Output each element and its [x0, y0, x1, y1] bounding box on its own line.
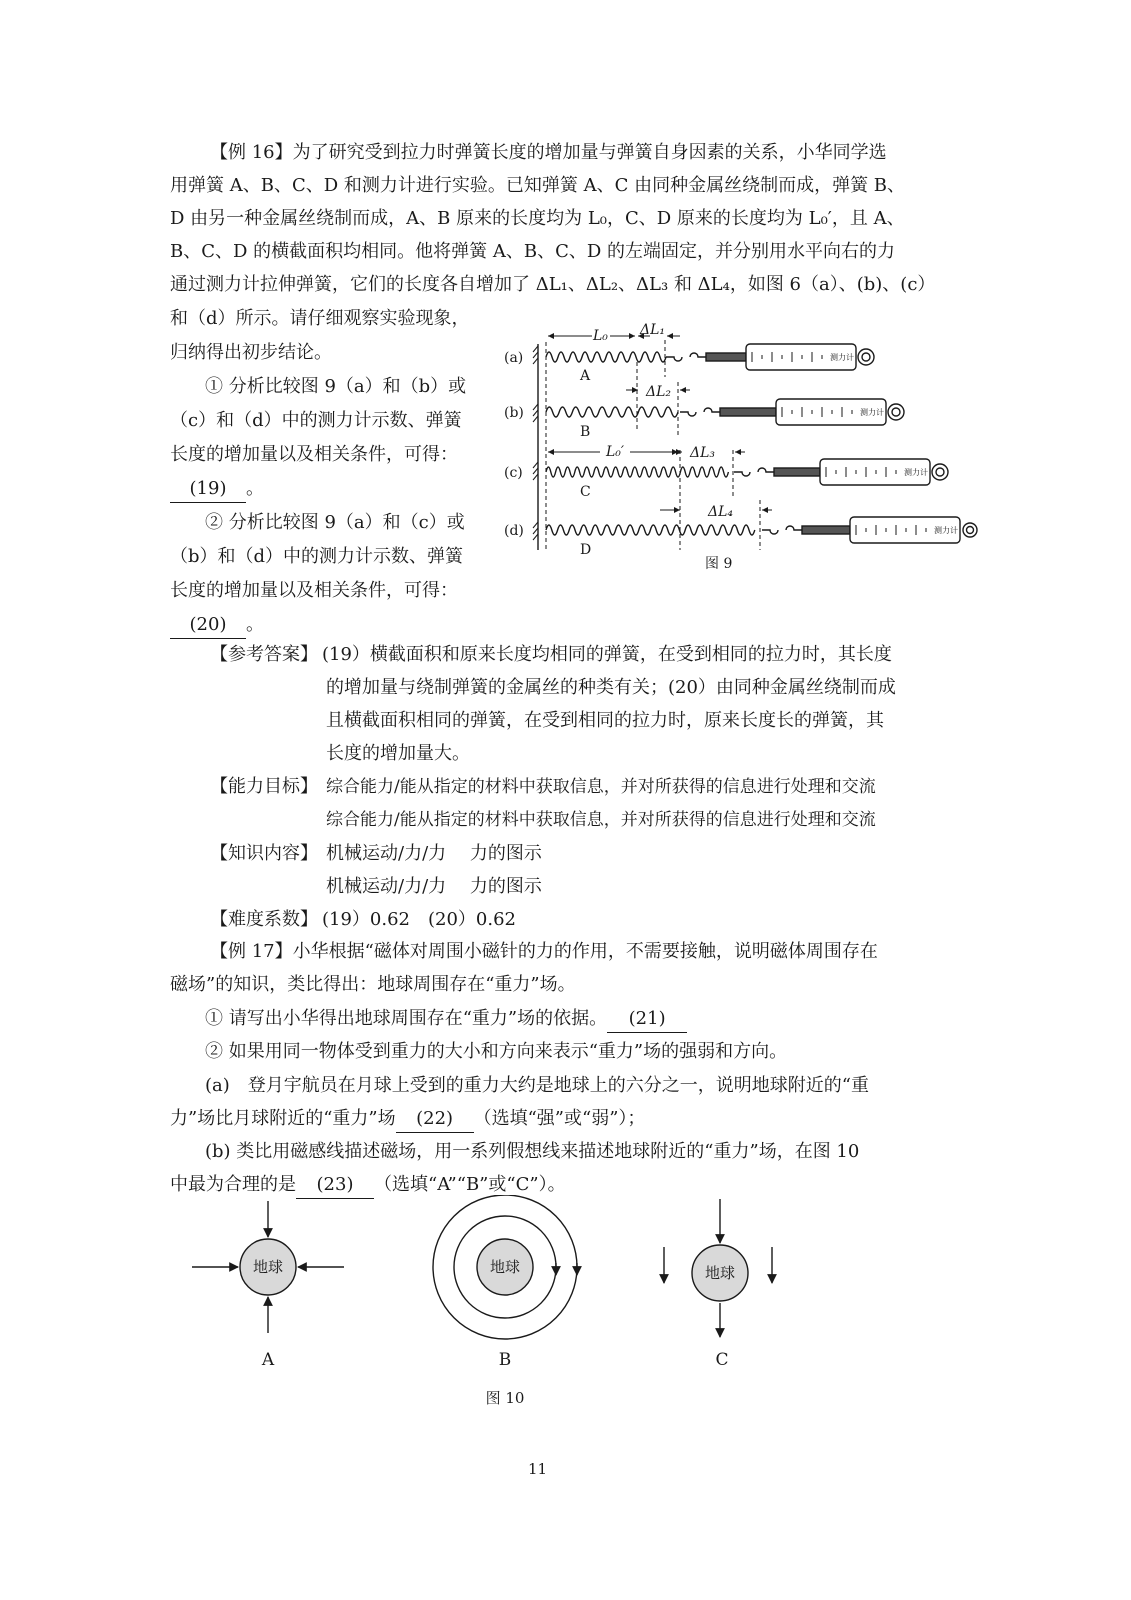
- spring-b-coil: [546, 407, 678, 417]
- answer-blank-19[interactable]: (19): [170, 476, 246, 503]
- option-b-label: B: [498, 1350, 512, 1370]
- q2-line-2: （b）和（d）中的测力计示数、弹簧: [170, 546, 464, 567]
- ref-answer-line-2: 的增加量与绕制弹簧的金属丝的种类有关；(20）由同种金属丝绕制而成: [326, 677, 896, 698]
- answer-blank-23[interactable]: (23): [296, 1172, 374, 1199]
- answer-blank-21[interactable]: (21): [607, 1006, 687, 1033]
- ref-answer-line-3: 且横截面积相同的弹簧，在受到相同的拉力时，原来长度长的弹簧，其: [326, 710, 884, 731]
- ref-answer-line-1: (19）横截面积和原来长度均相同的弹簧，在受到相同的拉力时，其长度: [322, 644, 892, 665]
- ex16-line-2: 用弹簧 A、B、C、D 和测力计进行实验。已知弹簧 A、C 由同种金属丝绕制而成，弹簧 B、: [170, 175, 906, 196]
- ex16-line-4: B、C、D 的横截面积均相同。他将弹簧 A、B、C、D 的左端固定，并分别用水平向右的力: [170, 241, 896, 262]
- option-a-label: A: [261, 1350, 275, 1370]
- spring-a-coil: [546, 352, 666, 362]
- spring-label-b: B: [580, 424, 591, 440]
- earth-label-a: 地球: [252, 1258, 284, 1276]
- ex17-qb-text-b: （选填“A”“B”或“C”）。: [374, 1174, 566, 1195]
- period-20: 。: [246, 614, 264, 635]
- option-c-label: C: [715, 1350, 729, 1370]
- answer-blank-22[interactable]: (22): [396, 1106, 474, 1133]
- knowledge-line-1: 机械运动/力/力 力的图示: [326, 843, 542, 864]
- label-L0-prime: L₀′: [606, 444, 625, 460]
- row-tag-c: (c): [504, 465, 523, 481]
- ex17-qa-line-1: (a) 登月宇航员在月球上受到的重力大约是地球上的六分之一，说明地球附近的“重: [205, 1075, 869, 1096]
- knowledge-label: 【知识内容】: [210, 843, 318, 864]
- row-tag-a: (a): [504, 350, 524, 366]
- q1-line-2: （c）和（d）中的测力计示数、弹簧: [170, 410, 462, 431]
- q2-line-3: 长度的增加量以及相关条件，可得：: [170, 580, 458, 601]
- row-tag-b: (b): [504, 405, 524, 421]
- answer-blank-19-line: [170, 476, 264, 503]
- ability-line-1: 综合能力/能从指定的材料中获取信息，并对所获得的信息进行处理和交流: [326, 777, 876, 797]
- ex17-q2: ② 如果用同一物体受到重力的大小和方向来表示“重力”场的强弱和方向。: [205, 1041, 788, 1062]
- earth-label-b: 地球: [489, 1258, 521, 1276]
- figure-10-caption: 图 10: [485, 1389, 525, 1407]
- ref-answer-label: 【参考答案】: [210, 644, 318, 665]
- ref-answer-line-4: 长度的增加量大。: [326, 743, 470, 764]
- ability-label: 【能力目标】: [210, 776, 318, 797]
- ex17-qb-text-a: 中最为合理的是: [170, 1174, 296, 1195]
- ex17-qb-line-1: (b) 类比用磁感线描述磁场，用一系列假想线来描述地球附近的“重力”场，在图 10: [205, 1141, 860, 1162]
- meter-c-label: 测力计: [904, 468, 928, 477]
- ex17-line-2: 磁场”的知识，类比得出：地球周围存在“重力”场。: [170, 974, 576, 995]
- ex17-q1-text: ① 请写出小华得出地球周围存在“重力”场的依据。: [205, 1008, 608, 1029]
- answer-blank-20[interactable]: (20): [170, 612, 246, 639]
- q1-line-1: ① 分析比较图 9（a）和（b）或: [205, 376, 467, 397]
- difficulty-values: (19）0.62 (20）0.62: [322, 909, 517, 930]
- ex17-qa-text-a: 力”场比月球附近的“重力”场: [170, 1108, 396, 1129]
- ability-line-2: 综合能力/能从指定的材料中获取信息，并对所获得的信息进行处理和交流: [326, 810, 876, 830]
- label-L0: L₀: [593, 328, 608, 344]
- difficulty-label: 【难度系数】: [210, 909, 318, 930]
- ex16-line-6: 和（d）所示。请仔细观察实验现象，: [170, 308, 470, 329]
- period-19: 。: [246, 478, 264, 499]
- figure-9-caption: 图 9: [705, 556, 733, 572]
- row-tag-d: (d): [504, 523, 524, 539]
- ex17-line-1: 【例 17】小华根据“磁体对周围小磁针的力的作用，不需要接触，说明磁体周围存在: [210, 941, 878, 962]
- knowledge-line-2: 机械运动/力/力 力的图示: [326, 876, 542, 897]
- q1-line-3: 长度的增加量以及相关条件，可得：: [170, 444, 458, 465]
- earth-label-c: 地球: [704, 1264, 736, 1282]
- ex16-line-7: 归纳得出初步结论。: [170, 342, 332, 363]
- figure-10: [180, 1195, 800, 1410]
- page-number: 11: [528, 1460, 548, 1478]
- spring-label-a: A: [580, 368, 591, 384]
- q2-line-1: ② 分析比较图 9（a）和（c）或: [205, 512, 465, 533]
- label-dL2: ΔL₂: [646, 384, 672, 400]
- ex16-line-1: 【例 16】为了研究受到拉力时弹簧长度的增加量与弹簧自身因素的关系，小华同学选: [210, 142, 887, 163]
- label-dL1: ΔL₁: [640, 322, 666, 338]
- figure-9: [500, 322, 980, 572]
- spring-label-d: D: [580, 542, 592, 558]
- ex17-q1: [205, 1006, 687, 1033]
- ex17-qa-text-b: （选填“强”或“弱”）；: [473, 1108, 646, 1129]
- ex16-line-3: D 由另一种金属丝绕制而成，A、B 原来的长度均为 L₀，C、D 原来的长度均为 L₀′，且 A、: [170, 208, 905, 229]
- answer-blank-20-line: [170, 612, 264, 639]
- ex16-line-5: 通过测力计拉伸弹簧，它们的长度各自增加了 ΔL₁、ΔL₂、ΔL₃ 和 ΔL₄，如图 6（a）、(b)、(c）: [170, 274, 936, 295]
- spring-d-coil: [546, 525, 755, 535]
- label-dL3: ΔL₃: [690, 445, 716, 461]
- meter-d-label: 测力计: [934, 526, 958, 535]
- ex17-qa-line-2: [170, 1106, 645, 1133]
- spring-label-c: C: [580, 484, 591, 500]
- spring-c-coil: [546, 467, 728, 477]
- meter-a-label: 测力计: [830, 353, 854, 362]
- label-dL4: ΔL₄: [708, 504, 734, 520]
- meter-b-label: 测力计: [860, 408, 884, 417]
